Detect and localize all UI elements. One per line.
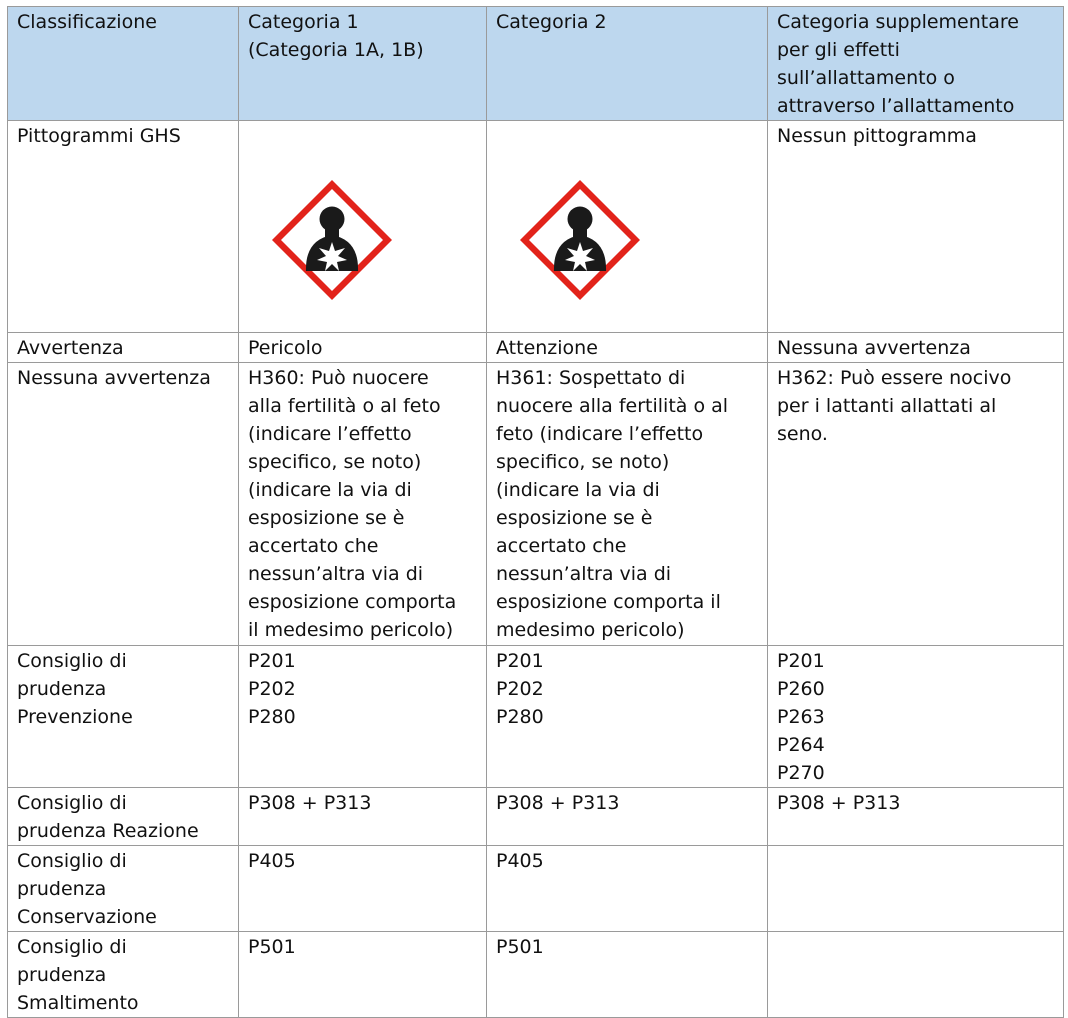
row-label: Consiglio di prudenza Conservazione <box>8 846 239 932</box>
header-categoria-2: Categoria 2 <box>487 7 768 121</box>
ghs08-health-hazard-icon <box>268 176 396 304</box>
table-cell: P201 P202 P280 <box>487 646 768 788</box>
row-label: Avvertenza <box>8 333 239 363</box>
table-cell: P308 + P313 <box>768 788 1064 846</box>
row-label: Consiglio di prudenza Smaltimento <box>8 932 239 1018</box>
table-cell: Pericolo <box>239 333 487 363</box>
header-categoria-1: Categoria 1 (Categoria 1A, 1B) <box>239 7 487 121</box>
table-row <box>8 333 1064 363</box>
row-label: Consiglio di prudenza Prevenzione <box>8 646 239 788</box>
table-cell: H361: Sospettato di nuocere alla fertilità o al feto (indicare l’effetto specifico, se noto) (indicare la via di esposizione se è accertato che nessun’altra via di esposizione comporta il medesimo pericolo) <box>487 363 768 646</box>
table-row <box>8 932 1064 1018</box>
table-cell: P201 P260 P263 P264 P270 <box>768 646 1064 788</box>
table-header-row <box>8 7 1064 121</box>
table-cell <box>768 932 1064 1018</box>
table-cell: P501 <box>239 932 487 1018</box>
header-classificazione: Classificazione <box>8 7 239 121</box>
ghs-classification-table <box>7 6 1064 1018</box>
pictogram-cell <box>487 121 768 333</box>
header-categoria-supplementare: Categoria supplementare per gli effetti sull’allattamento o attraverso l’allattamento <box>768 7 1064 121</box>
row-label: Nessuna avvertenza <box>8 363 239 646</box>
table-cell: H360: Può nuocere alla fertilità o al feto (indicare l’effetto specifico, se noto) (indicare la via di esposizione se è accertato che nessun’altra via di esposizione comporta il medesimo pericolo) <box>239 363 487 646</box>
table-cell: P308 + P313 <box>239 788 487 846</box>
table-cell: Attenzione <box>487 333 768 363</box>
table-cell: P501 <box>487 932 768 1018</box>
table-cell: P201 P202 P280 <box>239 646 487 788</box>
table-cell: P405 <box>239 846 487 932</box>
table-row <box>8 788 1064 846</box>
table-cell <box>768 846 1064 932</box>
table-row <box>8 846 1064 932</box>
row-label: Pittogrammi GHS <box>8 121 239 333</box>
table-cell: Nessun pittogramma <box>768 121 1064 333</box>
table-cell: H362: Può essere nocivo per i lattanti allattati al seno. <box>768 363 1064 646</box>
ghs08-health-hazard-icon <box>516 176 644 304</box>
table-cell: Nessuna avvertenza <box>768 333 1064 363</box>
table-row <box>8 121 1064 333</box>
pictogram-cell <box>239 121 487 333</box>
row-label: Consiglio di prudenza Reazione <box>8 788 239 846</box>
table-cell: P308 + P313 <box>487 788 768 846</box>
table-row <box>8 646 1064 788</box>
table-cell: P405 <box>487 846 768 932</box>
table-row <box>8 363 1064 646</box>
